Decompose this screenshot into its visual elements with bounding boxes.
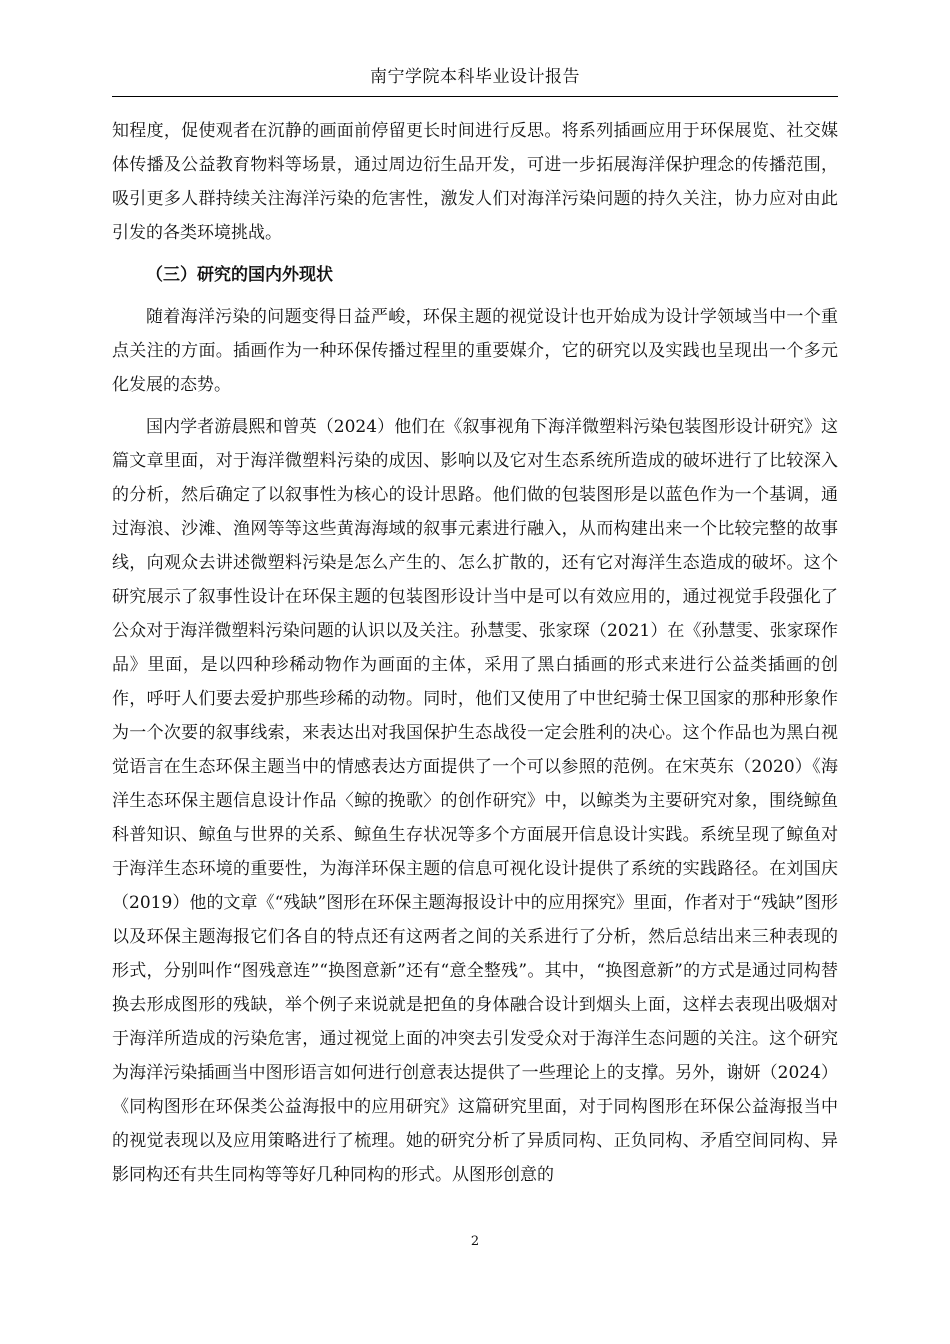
page-header-title: 南宁学院本科毕业设计报告 <box>370 67 580 87</box>
paragraph-1: 随着海洋污染的问题变得日益严峻，环保主题的视觉设计也开始成为设计学领域当中一个重点关注的方面。插画作为一种环保传播过程里的重要媒介，它的研究以及实践也呈现出一个多元化发展的态势。 <box>112 307 838 395</box>
paragraph-continued: 知程度，促使观者在沉静的画面前停留更长时间进行反思。将系列插画应用于环保展览、社交媒体传播及公益教育物料等场景，通过周边衍生品开发，可进一步拓展海洋保护理念的传播范围，吸引更多人群持续关注海洋污染的危害性，激发人们对海洋污染问题的持久关注，协力应对由此引发的各类环境挑战。 <box>112 121 838 243</box>
header-rule <box>112 96 838 97</box>
document-body <box>112 114 838 1192</box>
paragraph-2: 国内学者游晨熙和曾英（2024）他们在《叙事视角下海洋微塑料污染包装图形设计研究》这篇文章里面，对于海洋微塑料污染的成因、影响以及它对生态系统所造成的破坏进行了比较深入的分析，然后确定了以叙事性为核心的设计思路。他们做的包装图形是以蓝色作为一个基调，通过海浪、沙滩、渔网等等这些黄海海域的叙事元素进行融入，从而构建出来一个比较完整的故事线，向观众去讲述微塑料污染是怎么产生的、怎么扩散的，还有它对海洋生态造成的破坏。这个研究展示了叙事性设计在环保主题的包装图形设计当中是可以有效应用的，通过视觉手段强化了公众对于海洋微塑料污染问题的认识以及关注。孙慧雯、张家琛（2021）在《孙慧雯、张家琛作品》里面，是以四种珍稀动物作为画面的主体，采用了黑白插画的形式来进行公益类插画的创作，呼吁人们要去爱护那些珍稀的动物。同时，他们又使用了中世纪骑士保卫国家的那种形象作为一个次要的叙事线索，来表达出对我国保护生态战役一定会胜利的决心。这个作品也为黑白视觉语言在生态环保主题当中的情感表达方面提供了一个可以参照的范例。在宋英东（2020）《海洋生态环保主题信息设计作品〈鲸的挽歌〉的创作研究》中，以鲸类为主要研究对象，围绕鲸鱼科普知识、鲸鱼与世界的关系、鲸鱼生存状况等多个方面展开信息设计实践。系统呈现了鲸鱼对于海洋生态环境的重要性，为海洋环保主题的信息可视化设计提供了系统的实践路径。在刘国庆（2019）他的文章《“残缺”图形在环保主题海报设计中的应用探究》里面，作者对于“残缺”图形以及环保主题海报它们各自的特点还有这两者之间的关系进行了分析，然后总结出来三种表现的形式，分别叫作“图残意连”“换图意新”还有“意全整残”。其中，“换图意新”的方式是通过同构替换去形成图形的残缺，举个例子来说就是把鱼的身体融合设计到烟头上面，这样去表现出吸烟对于海洋所造成的污染危害，通过视觉上面的冲突去引发受众对于海洋生态问题的关注。这个研究为海洋污染插画当中图形语言如何进行创意表达提供了一些理论上的支撑。另外，谢妍（2024）《同构图形在环保类公益海报中的应用研究》这篇研究里面，对于同构图形在环保公益海报当中的视觉表现以及应用策略进行了梳理。她的研究分析了异质同构、正负同构、矛盾空间同构、异影同构还有共生同构等等好几种同构的形式。从图形创意的 <box>112 417 838 1185</box>
page-number: 2 <box>470 1234 480 1249</box>
section-heading: （三）研究的国内外现状 <box>146 265 333 285</box>
